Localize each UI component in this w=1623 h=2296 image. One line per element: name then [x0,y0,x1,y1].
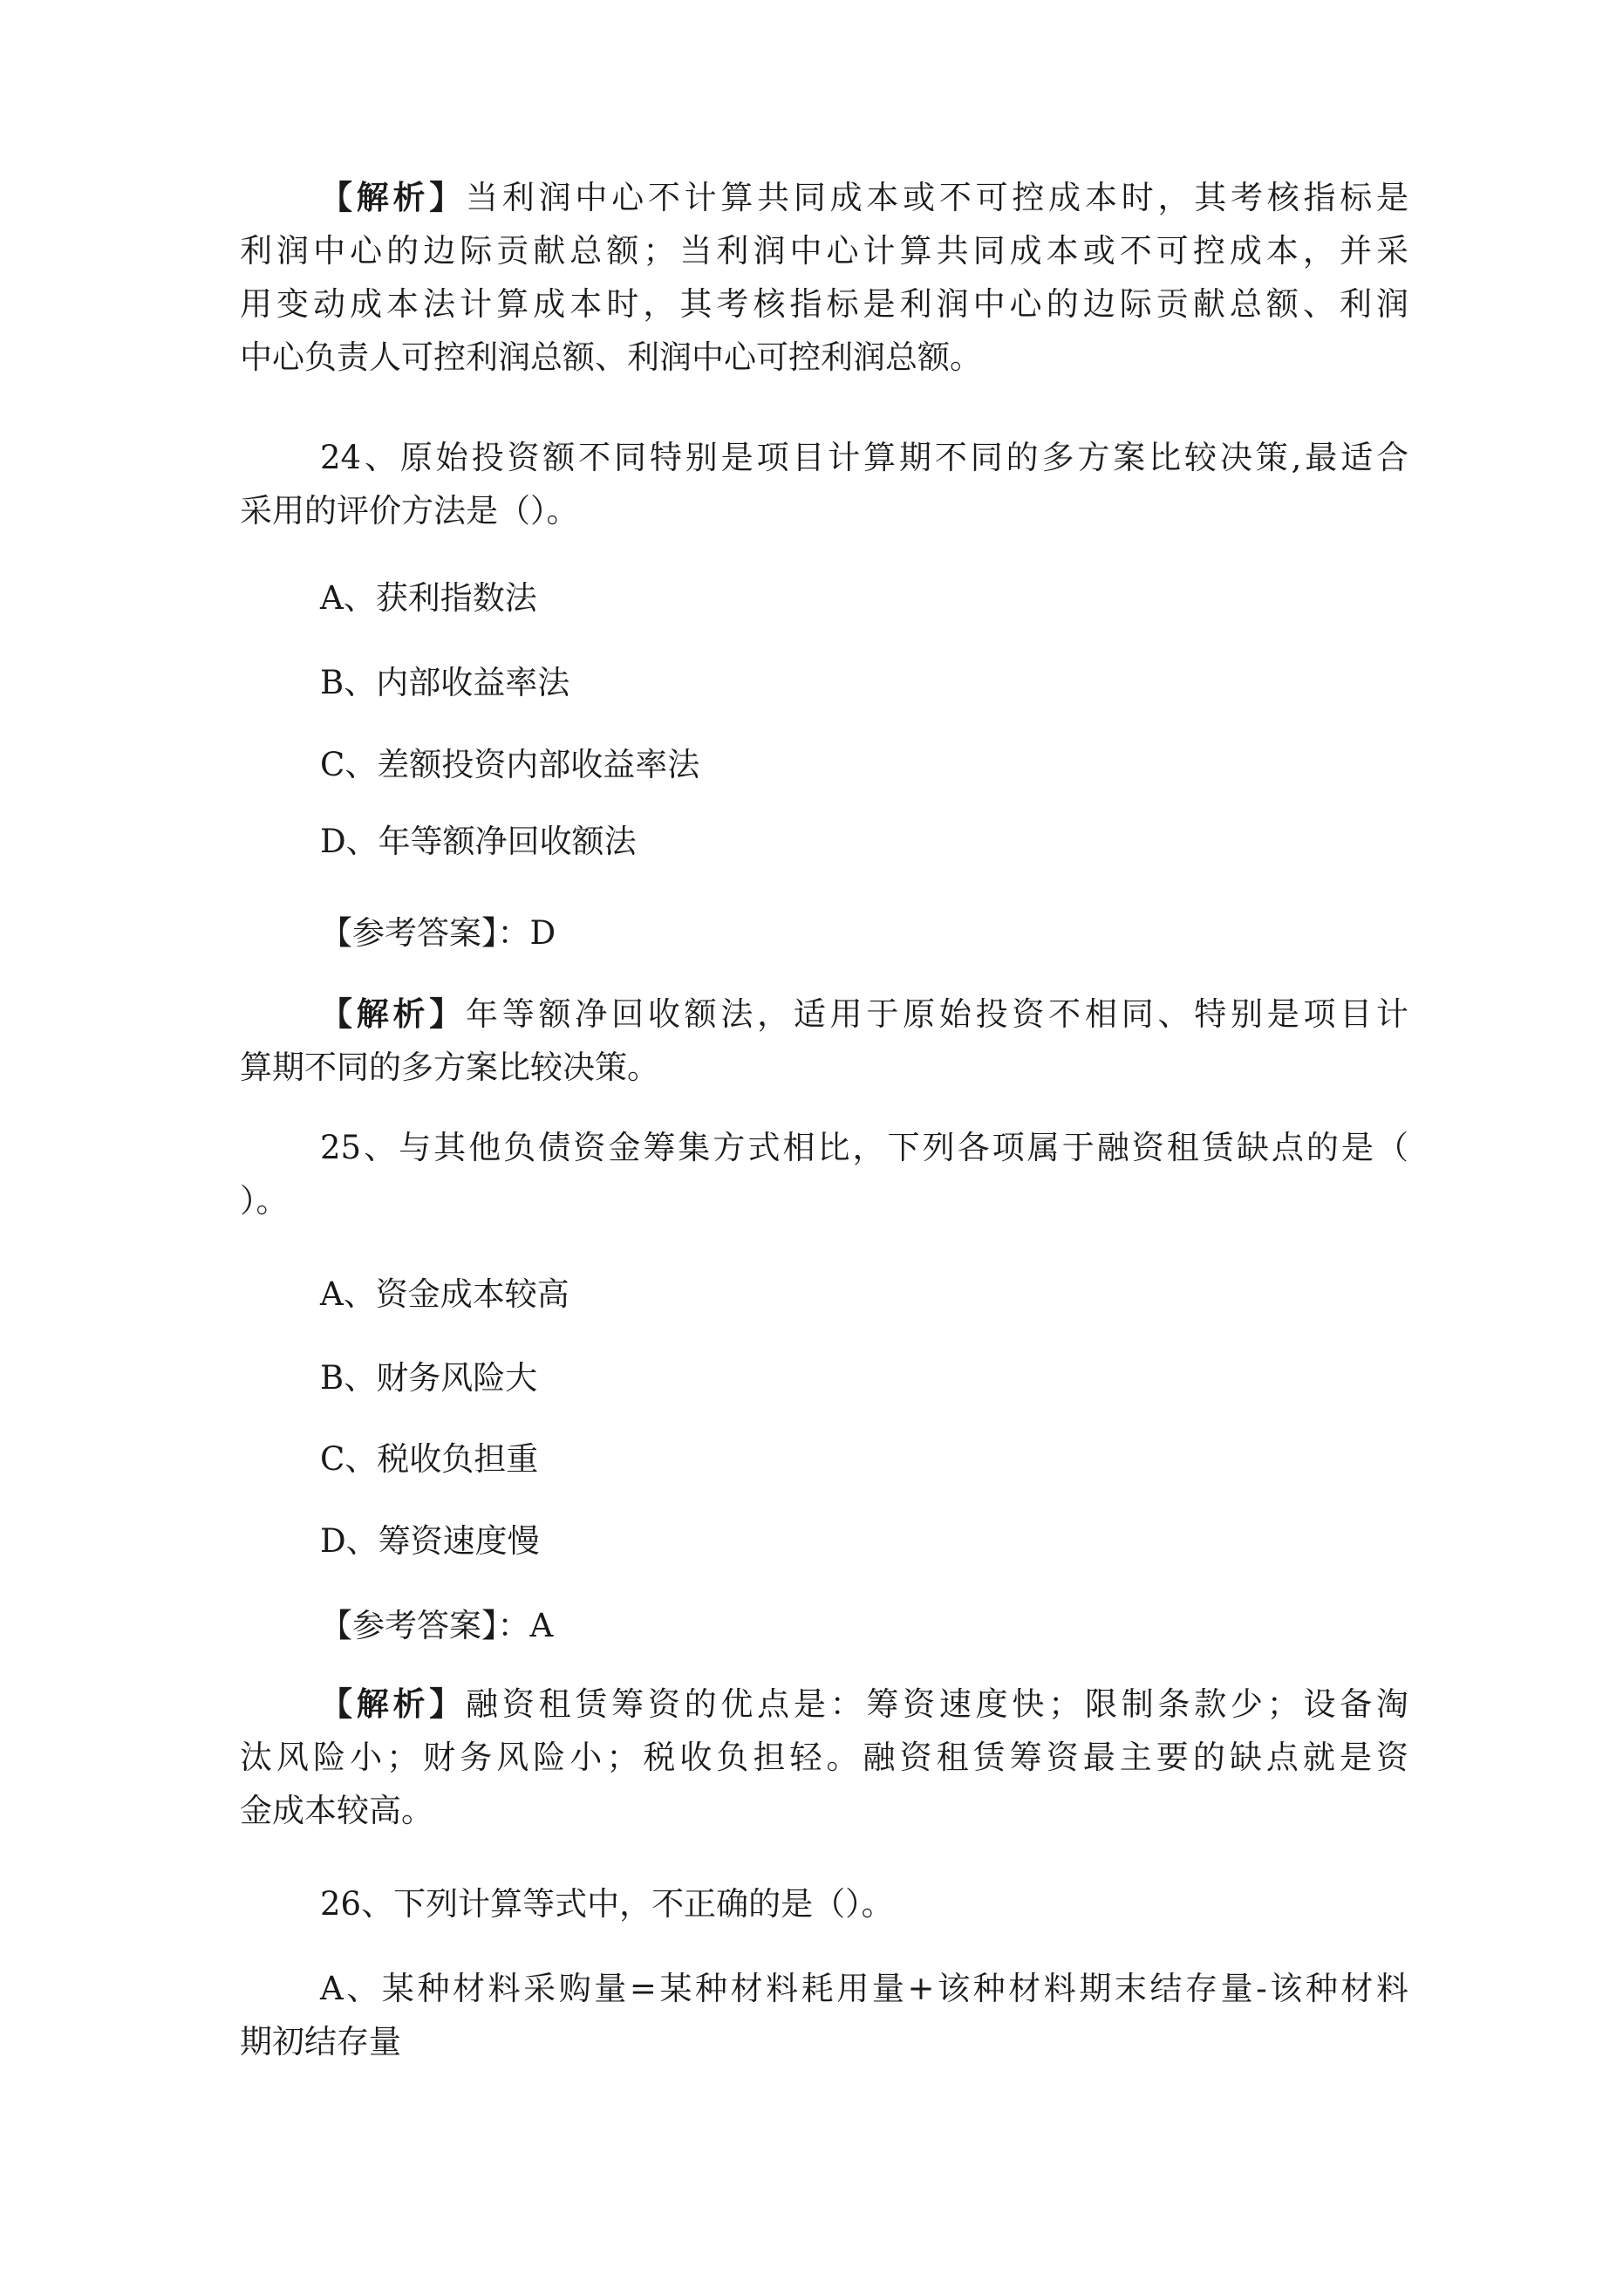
answer-value: ：D [497,914,556,952]
analysis-line: 【解析】年等额净回收额法，适用于原始投资不相同、特别是项目计 [320,995,1409,1033]
analysis-line: 【解析】当利润中心不计算共同成本或不可控成本时，其考核指标是 [320,179,1409,216]
analysis-line: 算期不同的多方案比较决策。 [240,1049,659,1086]
question-text: 采用的评价方法是（）。 [240,492,579,530]
analysis-line: 金成本较高。 [240,1792,433,1829]
option-c: C、税收负担重 [320,1440,539,1478]
question-25 [240,1121,1408,1227]
answer-label: 【参考答案】 [320,914,498,952]
option-b: B、内部收益率法 [320,664,570,701]
question-26: 26、下列计算等式中，不正确的是（）。 [320,1885,894,1923]
question-24 [240,431,1408,537]
analysis-line: 利润中心的边际贡献总额；当利润中心计算共同成本或不可控成本，并采 [240,232,1408,270]
answer-q24 [240,906,1489,960]
analysis-q24 [240,987,1408,1094]
answer-label: 【参考答案】 [320,1607,498,1644]
option-b: B、财务风险大 [320,1359,538,1397]
option-c: C、差额投资内部收益率法 [320,746,700,783]
analysis-line: 【解析】融资租赁筹资的优点是：筹资速度快；限制条款少；设备淘 [320,1685,1409,1723]
analysis-label: 【解析】 [320,179,467,216]
option-d: D、筹资速度慢 [320,1522,540,1560]
analysis-line: 汰风险小；财务风险小；税收负担轻。融资租赁筹资最主要的缺点就是资 [240,1739,1408,1776]
answer-value: ：A [497,1607,554,1644]
option-a [240,1962,1408,2068]
option-text: A、某种材料采购量=某种材料耗用量+该种材料期末结存量-该种材料 [320,1970,1408,2007]
question-text: ）。 [240,1182,289,1220]
option-a: A、获利指数法 [320,579,537,617]
option-a: A、资金成本较高 [320,1275,569,1313]
analysis-line: 用变动成本法计算成本时，其考核指标是利润中心的边际贡献总额、利润 [240,285,1408,323]
question-text: 25、与其他负债资金筹集方式相比，下列各项属于融资租赁缺点的是（ [320,1129,1408,1166]
analysis-label: 【解析】 [320,1685,467,1723]
option-text: 期初结存量 [240,2023,401,2060]
analysis-q25 [240,1678,1408,1837]
analysis-label: 【解析】 [320,995,467,1033]
option-d: D、年等额净回收额法 [320,823,637,860]
question-text: 24、原始投资额不同特别是项目计算期不同的多方案比较决策,最适合 [320,439,1408,476]
analysis-line: 中心负责人可控利润总额、利润中心可控利润总额。 [240,338,982,376]
answer-q25 [240,1599,1489,1652]
analysis-q23 [240,171,1408,384]
